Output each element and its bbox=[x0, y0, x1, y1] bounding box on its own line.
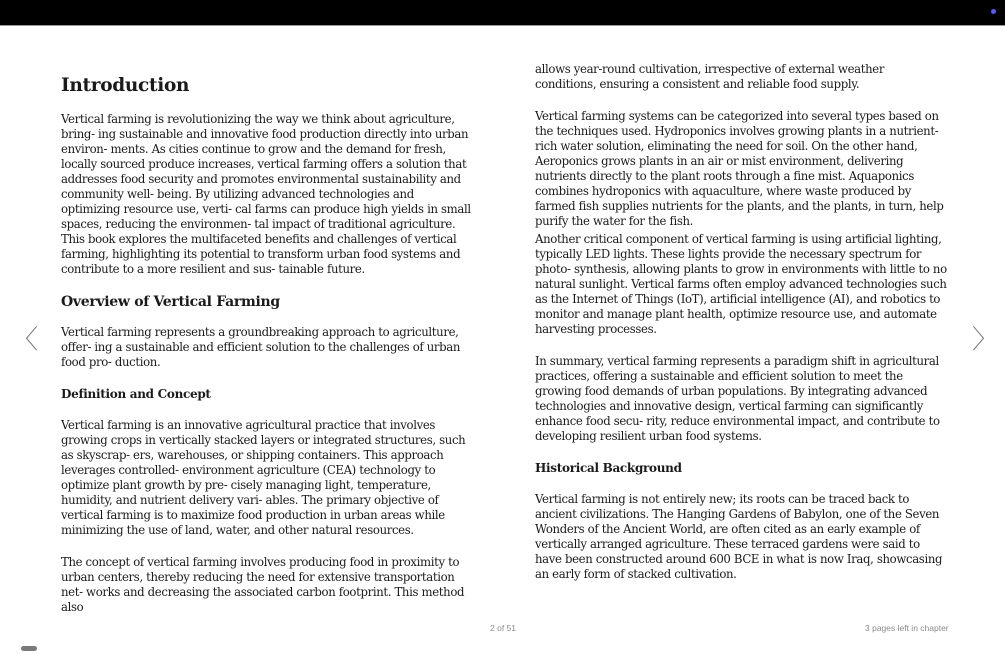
chevron-left-icon: 〈 bbox=[12, 325, 39, 355]
subsection-heading-history: Historical Background bbox=[535, 461, 682, 475]
intro-paragraph: Vertical farming is revolutionizing the way we think about agriculture, bring- ing sustainable and innovative food production directly into urban environ- ments. As cities continue to grow and the demand for fresh, locally sourced produce increases, vertical farming offers a solution that addresses food security and promotes environmental sustainability and community well- being. By utilizing advanced technologies and optimizing resource use, verti- cal farms can produce high yields in small spaces, reducing the environmen- tal impact of traditional agriculture. This book explores the multifaceted benefits and challenges of vertical farming, highlighting its potential to transform urban food systems and contribute to a more resilient and sus- tainable future. bbox=[61, 112, 471, 276]
next-page-button[interactable] bbox=[972, 325, 999, 355]
sidebar-toggle-handle[interactable] bbox=[21, 646, 37, 651]
previous-page-button[interactable] bbox=[12, 325, 39, 355]
page-indicator: 2 of 51 bbox=[490, 623, 516, 633]
summary-paragraph: In summary, vertical farming represents a paradigm shift in agricultural practices, offering a sustainable and efficient solution to meet the growing food demands of urban populations. By integrating advanced technologies and innovative design, vertical farming can significantly enhance food secu- rity, reduce environmental impact, and contribute to developing resilient urban food systems. bbox=[535, 354, 940, 443]
chevron-right-icon: 〉 bbox=[972, 325, 999, 355]
subsection-heading-definition: Definition and Concept bbox=[61, 387, 211, 401]
definition-paragraph: Vertical farming is an innovative agricultural practice that involves growing crops in vertically stacked layers or integrated structures, such as skyscrap- ers, warehouses, or shipping containers. This approach leverages controlled- environment agriculture (CEA) technology to optimize plant growth by pre- cisely managing light, temperature, humidity, and nutrient delivery vari- ables. The primary objective of vertical farming is to maximize food production in urban areas while minimizing the use of land, water, and other natural resources. bbox=[61, 418, 466, 537]
status-indicator-icon bbox=[991, 9, 996, 14]
systems-paragraph: Vertical farming systems can be categorized into several types based on the techniques used. Hydroponics involves growing plants in a nutrient-rich water solution, eliminating the need for soil. On the other hand, Aeroponics grows plants in an air or mist environment, delivering nutrients directly to the plant roots through a fine mist. Aquaponics combines hydroponics with aquaculture, where waste produced by farmed fish supplies nutrients for the plants, and the plants, in turn, help purify the water for the fish. bbox=[535, 109, 944, 228]
chapter-title: Introduction bbox=[61, 75, 190, 96]
chapter-remaining: 3 pages left in chapter bbox=[865, 623, 949, 633]
title-bar bbox=[0, 0, 1005, 26]
section-heading-overview: Overview of Vertical Farming bbox=[61, 294, 280, 310]
lighting-paragraph: Another critical component of vertical farming is using artificial lighting, typically LED lights. These lights provide the necessary spectrum for photo- synthesis, allowing plants to grow in environments with little to no natural sunlight. Vertical farms often employ advanced technologies such as the Internet of Things (IoT), artificial intelligence (AI), and robotics to monitor and manage plant health, optimize resource use, and automate harvesting processes. bbox=[535, 232, 947, 336]
continued-paragraph: allows year-round cultivation, irrespective of external weather conditions, ensuring a consistent and reliable food supply. bbox=[535, 62, 885, 91]
concept-paragraph: The concept of vertical farming involves producing food in proximity to urban centers, thereby reducing the need for extensive transportation net- works and decreasing the associated carbon footprint. This method also bbox=[61, 555, 465, 614]
overview-paragraph: Vertical farming represents a groundbreaking approach to agriculture, offer- ing a sustainable and efficient solution to the challenges of urban food pro- duction. bbox=[61, 325, 461, 369]
history-paragraph: Vertical farming is not entirely new; its roots can be traced back to ancient civilizations. The Hanging Gardens of Babylon, one of the Seven Wonders of the Ancient World, are often cited as an early example of vertically arranged agriculture. These terraced gardens were said to have been constructed around 600 BCE in what is now Iraq, showcasing an early form of stacked cultivation. bbox=[535, 492, 943, 581]
